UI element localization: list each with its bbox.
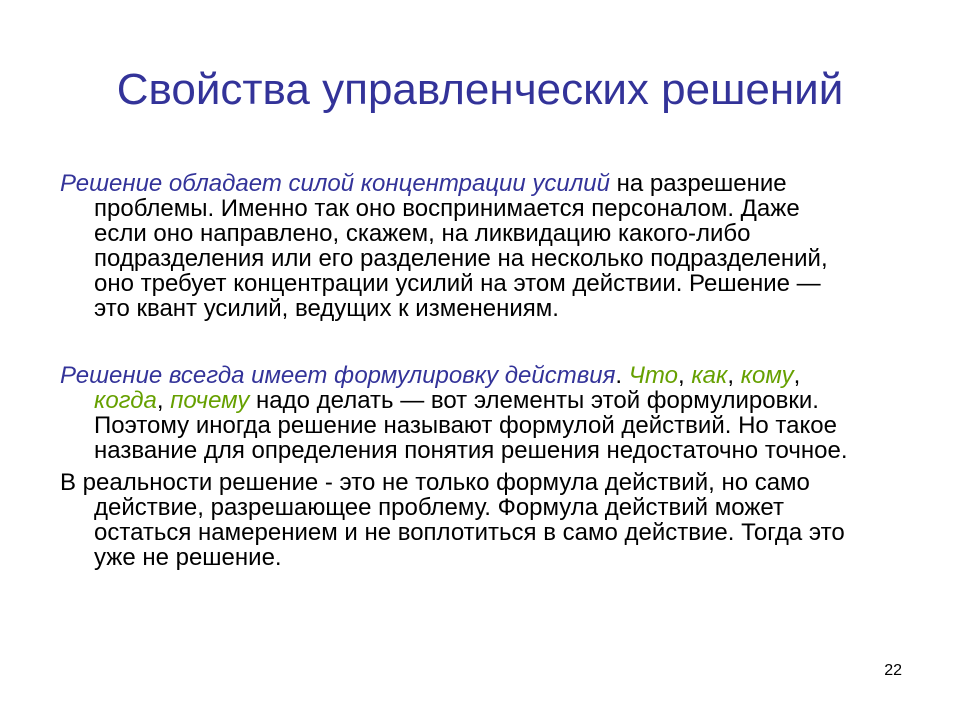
text-line: действие, разрешающее проблему. Формула действий может	[94, 494, 784, 521]
text-fragment: ,	[793, 362, 801, 389]
text-fragment: ,	[727, 362, 741, 389]
paragraph-reality	[60, 470, 920, 570]
text-line: оно требует концентрации усилий на этом действии. Решение —	[94, 270, 821, 297]
keyword-when: когда	[94, 387, 157, 414]
keyword-how: как	[691, 362, 728, 389]
text-line: если оно направлено, скажем, на ликвидацию какого-либо	[94, 220, 751, 247]
text-line: это квант усилий, ведущих к изменениям.	[94, 295, 559, 322]
text-line	[60, 171, 920, 196]
text-line: уже не решение.	[94, 544, 282, 571]
text-line: В реальности решение - это не только формула действий, но само	[60, 469, 810, 496]
text-line: подразделения или его разделение на несколько подразделений,	[94, 245, 828, 272]
text-line: Поэтому иногда решение называют формулой действий. Но такое	[94, 412, 837, 439]
text-line: название для определения понятия решения недостаточно точное.	[94, 437, 848, 464]
text-line	[60, 388, 920, 413]
text-line: проблемы. Именно так оно воспринимается персоналом. Даже	[94, 195, 800, 222]
keyword-whom: кому	[740, 362, 794, 389]
keyword-what: Что	[628, 362, 678, 389]
text-fragment: ,	[678, 362, 692, 389]
page-number: 22	[884, 662, 902, 679]
slide-title: Свойства управленческих решений	[116, 65, 844, 114]
text-fragment: .	[615, 362, 629, 389]
keyword-why: почему	[170, 387, 250, 414]
text-fragment: на разрешение	[609, 170, 787, 197]
paragraph-concentration	[60, 171, 920, 321]
emphasis-text: Решение обладает силой концентрации усилий	[60, 170, 610, 197]
emphasis-text: Решение всегда имеет формулировку действия	[60, 362, 616, 389]
paragraph-formulation	[60, 363, 920, 463]
text-fragment: ,	[156, 387, 171, 414]
text-fragment: надо делать — вот элементы этой формулировки.	[249, 387, 819, 414]
text-line: остаться намерением и не воплотиться в само действие. Тогда это	[94, 519, 845, 546]
text-line	[60, 363, 920, 388]
